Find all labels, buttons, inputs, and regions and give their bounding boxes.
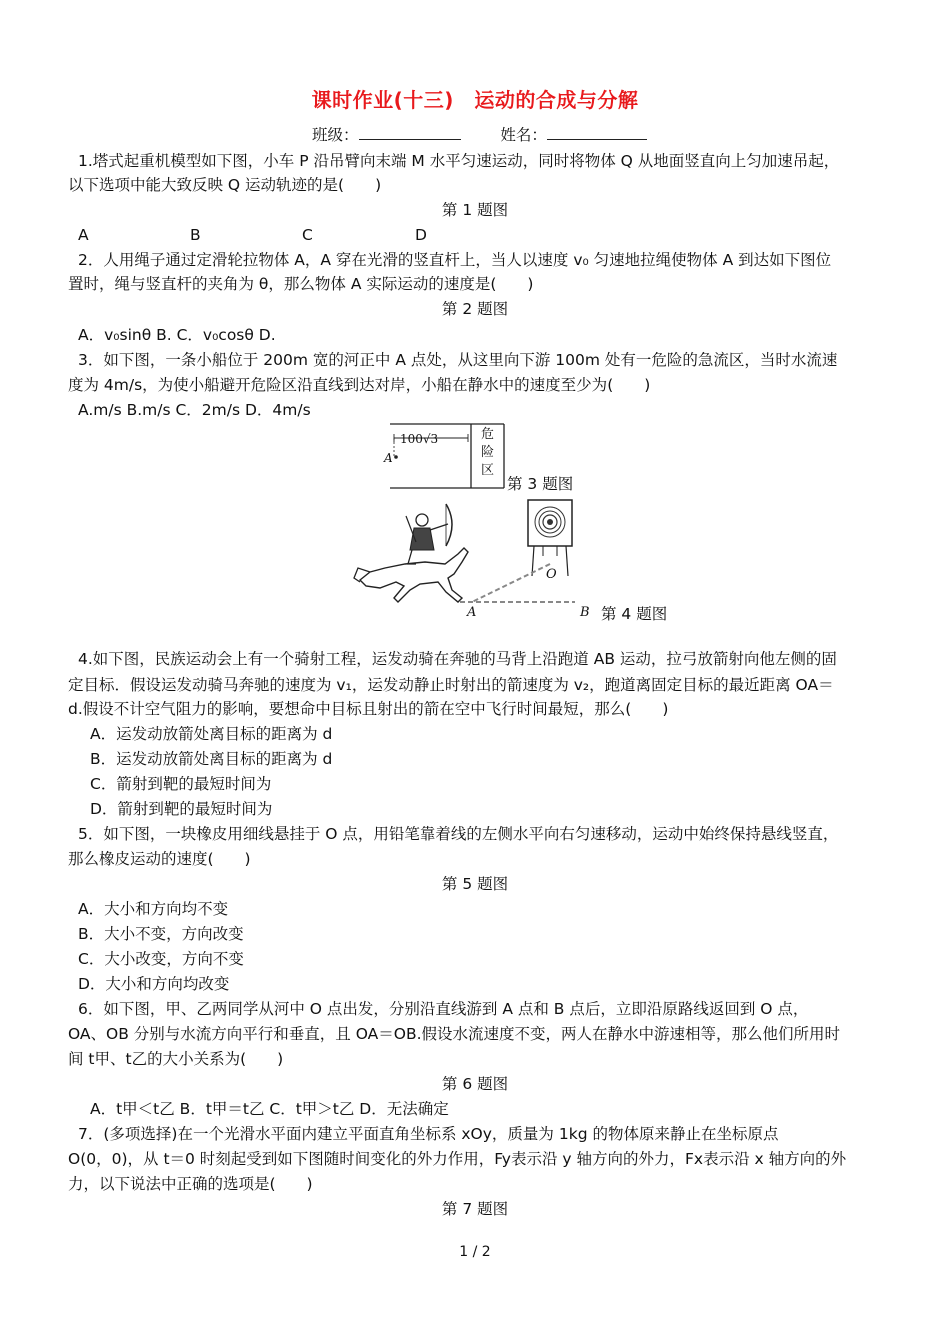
q3-line1: 3．如下图，一条小船位于 200m 宽的河正中 A 点处，从这里向下游 100m 处有一危险的急流区，当时水流速 <box>78 351 838 369</box>
q3-danger-2: 险 <box>481 445 495 460</box>
q4-line1: 4.如下图，民族运动会上有一个骑射工程，运发动骑在奔驰的马背上沿跑道 AB 运动，拉弓放箭射向他左侧的固 <box>78 650 837 668</box>
q6-line2: OA、OB 分别与水流方向平行和垂直，且 OA＝OB.假设水流速度不变，两人在静水中游速相等，那么他们所用时 <box>68 1025 841 1043</box>
q7-caption: 第 7 题图 <box>441 1200 509 1218</box>
q2-options: A．v₀sinθ B. C．v₀cosθ D. <box>78 326 276 344</box>
q5-caption: 第 5 题图 <box>441 875 509 893</box>
q4-option-a: A．运发动放箭处离目标的距离为 d <box>90 725 333 743</box>
q3-danger-3: 区 <box>481 463 495 478</box>
q5-option-d: D．大小和方向均改变 <box>78 975 230 993</box>
q4-label-a: A <box>467 605 477 620</box>
q3-distance-label: 100√3 <box>400 432 439 446</box>
q2-caption: 第 2 题图 <box>441 300 509 318</box>
header-fields <box>312 124 950 146</box>
q4-line2: 定目标．假设运发动骑马奔驰的速度为 v₁，运发动静止时射出的箭速度为 v₂，跑道离固定目标的最近距离 OA＝ <box>68 676 834 694</box>
q3-options: A.m/s B.m/s C．2m/s D．4m/s <box>78 401 311 419</box>
q1-option-b: B <box>190 226 201 244</box>
q1-option-a: A <box>78 226 89 244</box>
q7-line3: 力，以下说法中正确的选项是( ) <box>68 1175 313 1193</box>
q4-label-o: O <box>546 567 557 582</box>
name-blank[interactable] <box>547 124 647 140</box>
q3-danger-1: 危 <box>481 427 495 442</box>
page-number: 1 / 2 <box>459 1244 491 1260</box>
q4-option-c: C．箭射到靶的最短时间为 <box>90 775 272 793</box>
q5-option-b: B．大小不变，方向改变 <box>78 925 244 943</box>
q4-option-d: D．箭射到靶的最短时间为 <box>90 800 273 818</box>
q4-archery-figure <box>350 498 600 616</box>
q6-options: A．t甲＜t乙 B．t甲＝t乙 C．t甲＞t乙 D．无法确定 <box>90 1100 449 1118</box>
q1-line1: 1.塔式起重机模型如下图，小车 P 沿吊臂向末端 M 水平匀速运动，同时将物体 Q 从地面竖直向上匀加速吊起， <box>78 152 840 170</box>
q1-option-d: D <box>415 226 427 244</box>
q5-line2: 那么橡皮运动的速度( ) <box>68 850 251 868</box>
page-title: 课时作业(十三) 运动的合成与分解 <box>311 88 639 112</box>
q5-option-c: C．大小改变，方向不变 <box>78 950 244 968</box>
name-label: 姓名： <box>500 126 547 144</box>
class-blank[interactable] <box>359 124 461 140</box>
q1-line2: 以下选项中能大致反映 Q 运动轨迹的是( ) <box>68 176 382 194</box>
q1-option-c: C <box>302 226 313 244</box>
q7-line2: O(0，0)，从 t＝0 时刻起受到如下图随时间变化的外力作用，Fy表示沿 y 轴方向的外力，Fx表示沿 x 轴方向的外 <box>68 1150 847 1168</box>
q1-caption: 第 1 题图 <box>441 201 509 219</box>
q2-line1: 2．人用绳子通过定滑轮拉物体 A，A 穿在光滑的竖直杆上，当人以速度 v₀ 匀速地拉绳使物体 A 到达如下图位 <box>78 251 832 269</box>
q6-caption: 第 6 题图 <box>441 1075 509 1093</box>
q5-option-a: A．大小和方向均不变 <box>78 900 229 918</box>
q3-line2: 度为 4m/s，为使小船避开危险区沿直线到达对岸，小船在静水中的速度至少为( ) <box>68 376 651 394</box>
q4-line3: d.假设不计空气阻力的影响，要想命中目标且射出的箭在空中飞行时间最短，那么( ) <box>68 700 669 718</box>
q2-line2: 置时，绳与竖直杆的夹角为 θ，那么物体 A 实际运动的速度是( ) <box>68 275 534 293</box>
q4-option-b: B．运发动放箭处离目标的距离为 d <box>90 750 333 768</box>
q6-line1: 6．如下图，甲、乙两同学从河中 O 点出发，分别沿直线游到 A 点和 B 点后，立即沿原路线返回到 O 点， <box>78 1000 809 1018</box>
q3-caption: 第 3 题图 <box>507 475 574 493</box>
q3-point-a: A <box>384 451 393 465</box>
q7-line1: 7．(多项选择)在一个光滑水平面内建立平面直角坐标系 xOy，质量为 1kg 的物体原来静止在坐标原点 <box>78 1125 779 1143</box>
q4-caption: 第 4 题图 <box>601 605 668 623</box>
q6-line3: 间 t甲、t乙的大小关系为( ) <box>68 1050 284 1068</box>
class-label: 班级： <box>312 126 359 144</box>
q5-line1: 5．如下图，一块橡皮用细线悬挂于 O 点，用铅笔靠着线的左侧水平向右匀速移动，运动中始终保持悬线竖直， <box>78 825 839 843</box>
q4-label-b: B <box>580 605 590 620</box>
